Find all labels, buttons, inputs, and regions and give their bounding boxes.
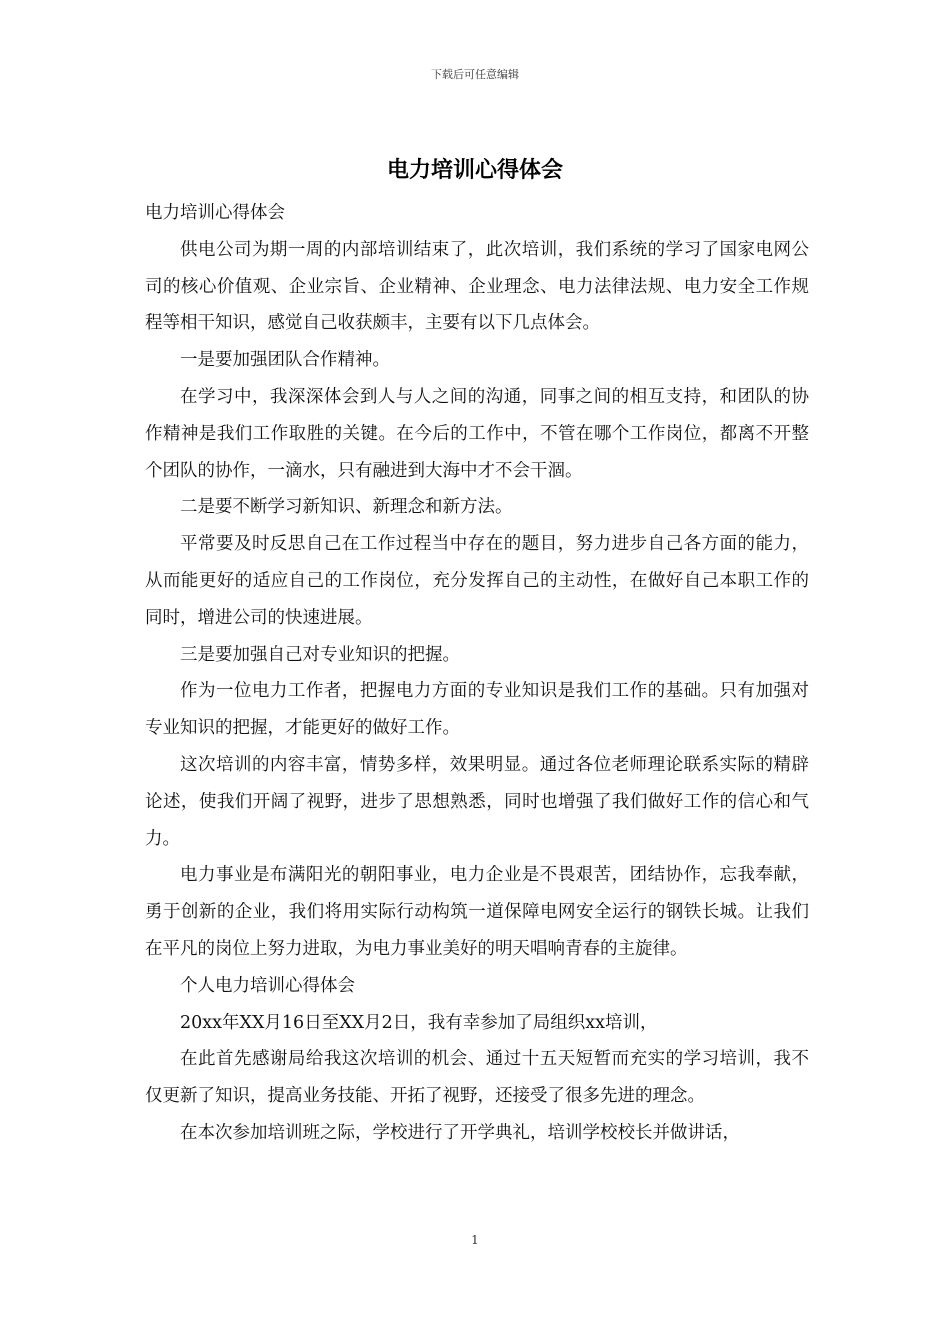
paragraph-2: 一是要加强团队合作精神。: [180, 350, 390, 371]
paragraph-4: 二是要不断学习新知识、新理念和新方法。: [180, 497, 513, 518]
paragraph-0: 电力培训心得体会: [145, 203, 285, 223]
page-number: 1: [471, 1233, 479, 1247]
document-body: [145, 195, 809, 1152]
paragraph-3: 在学习中，我深深体会到人与人之间的沟通，同事之间的相互支持，和团队的协作精神是我们工作取胜的关键。在今后的工作中，不管在哪个工作岗位，都离不开整个团队的协作，一滴水，只有融进到大海中才不会干涸。: [145, 386, 809, 481]
paragraph-1: 供电公司为期一周的内部培训结束了，此次培训，我们系统的学习了国家电网公司的核心价值观、企业宗旨、企业精神、企业理念、电力法律法规、电力安全工作规程等相干知识，感觉自己收获颇丰，主要有以下几点体会。: [145, 239, 809, 334]
paragraph-13: 在本次参加培训班之际，学校进行了开学典礼，培训学校校长并做讲话，: [180, 1122, 740, 1143]
paragraph-9: 电力事业是布满阳光的朝阳事业，电力企业是不畏艰苦，团结协作，忘我奉献，勇于创新的企业，我们将用实际行动构筑一道保障电网安全运行的钢铁长城。让我们在平凡的岗位上努力进取，为电力事业美好的明天唱响青春的主旋律。: [145, 865, 809, 959]
paragraph-10: 个人电力培训心得体会: [180, 975, 355, 996]
paragraph-8: 这次培训的内容丰富，情势多样，效果明显。通过各位老师理论联系实际的精辟论述，使我们开阔了视野，进步了思想熟悉，同时也增强了我们做好工作的信心和气力。: [145, 754, 809, 849]
paragraph-5: 平常要及时反思自己在工作过程当中存在的题目，努力进步自己各方面的能力，从而能更好的适应自己的工作岗位，充分发挥自己的主动性，在做好自己本职工作的同时，增进公司的快速进展。: [145, 534, 809, 628]
paragraph-12: 在此首先感谢局给我这次培训的机会、通过十五天短暂而充实的学习培训，我不仅更新了知识，提高业务技能、开拓了视野，还接受了很多先进的理念。: [145, 1049, 809, 1107]
paragraph-6: 三是要加强自己对专业知识的把握。: [180, 644, 460, 665]
paragraph-11: 20xx年XX月16日至XX月2日，我有幸参加了局组织xx培训，: [180, 1012, 658, 1033]
document-title: 电力培训心得体会: [386, 158, 563, 183]
paragraph-7: 作为一位电力工作者，把握电力方面的专业知识是我们工作的基础。只有加强对专业知识的把握，才能更好的做好工作。: [145, 681, 809, 739]
header-note: 下载后可任意编辑: [431, 68, 519, 81]
